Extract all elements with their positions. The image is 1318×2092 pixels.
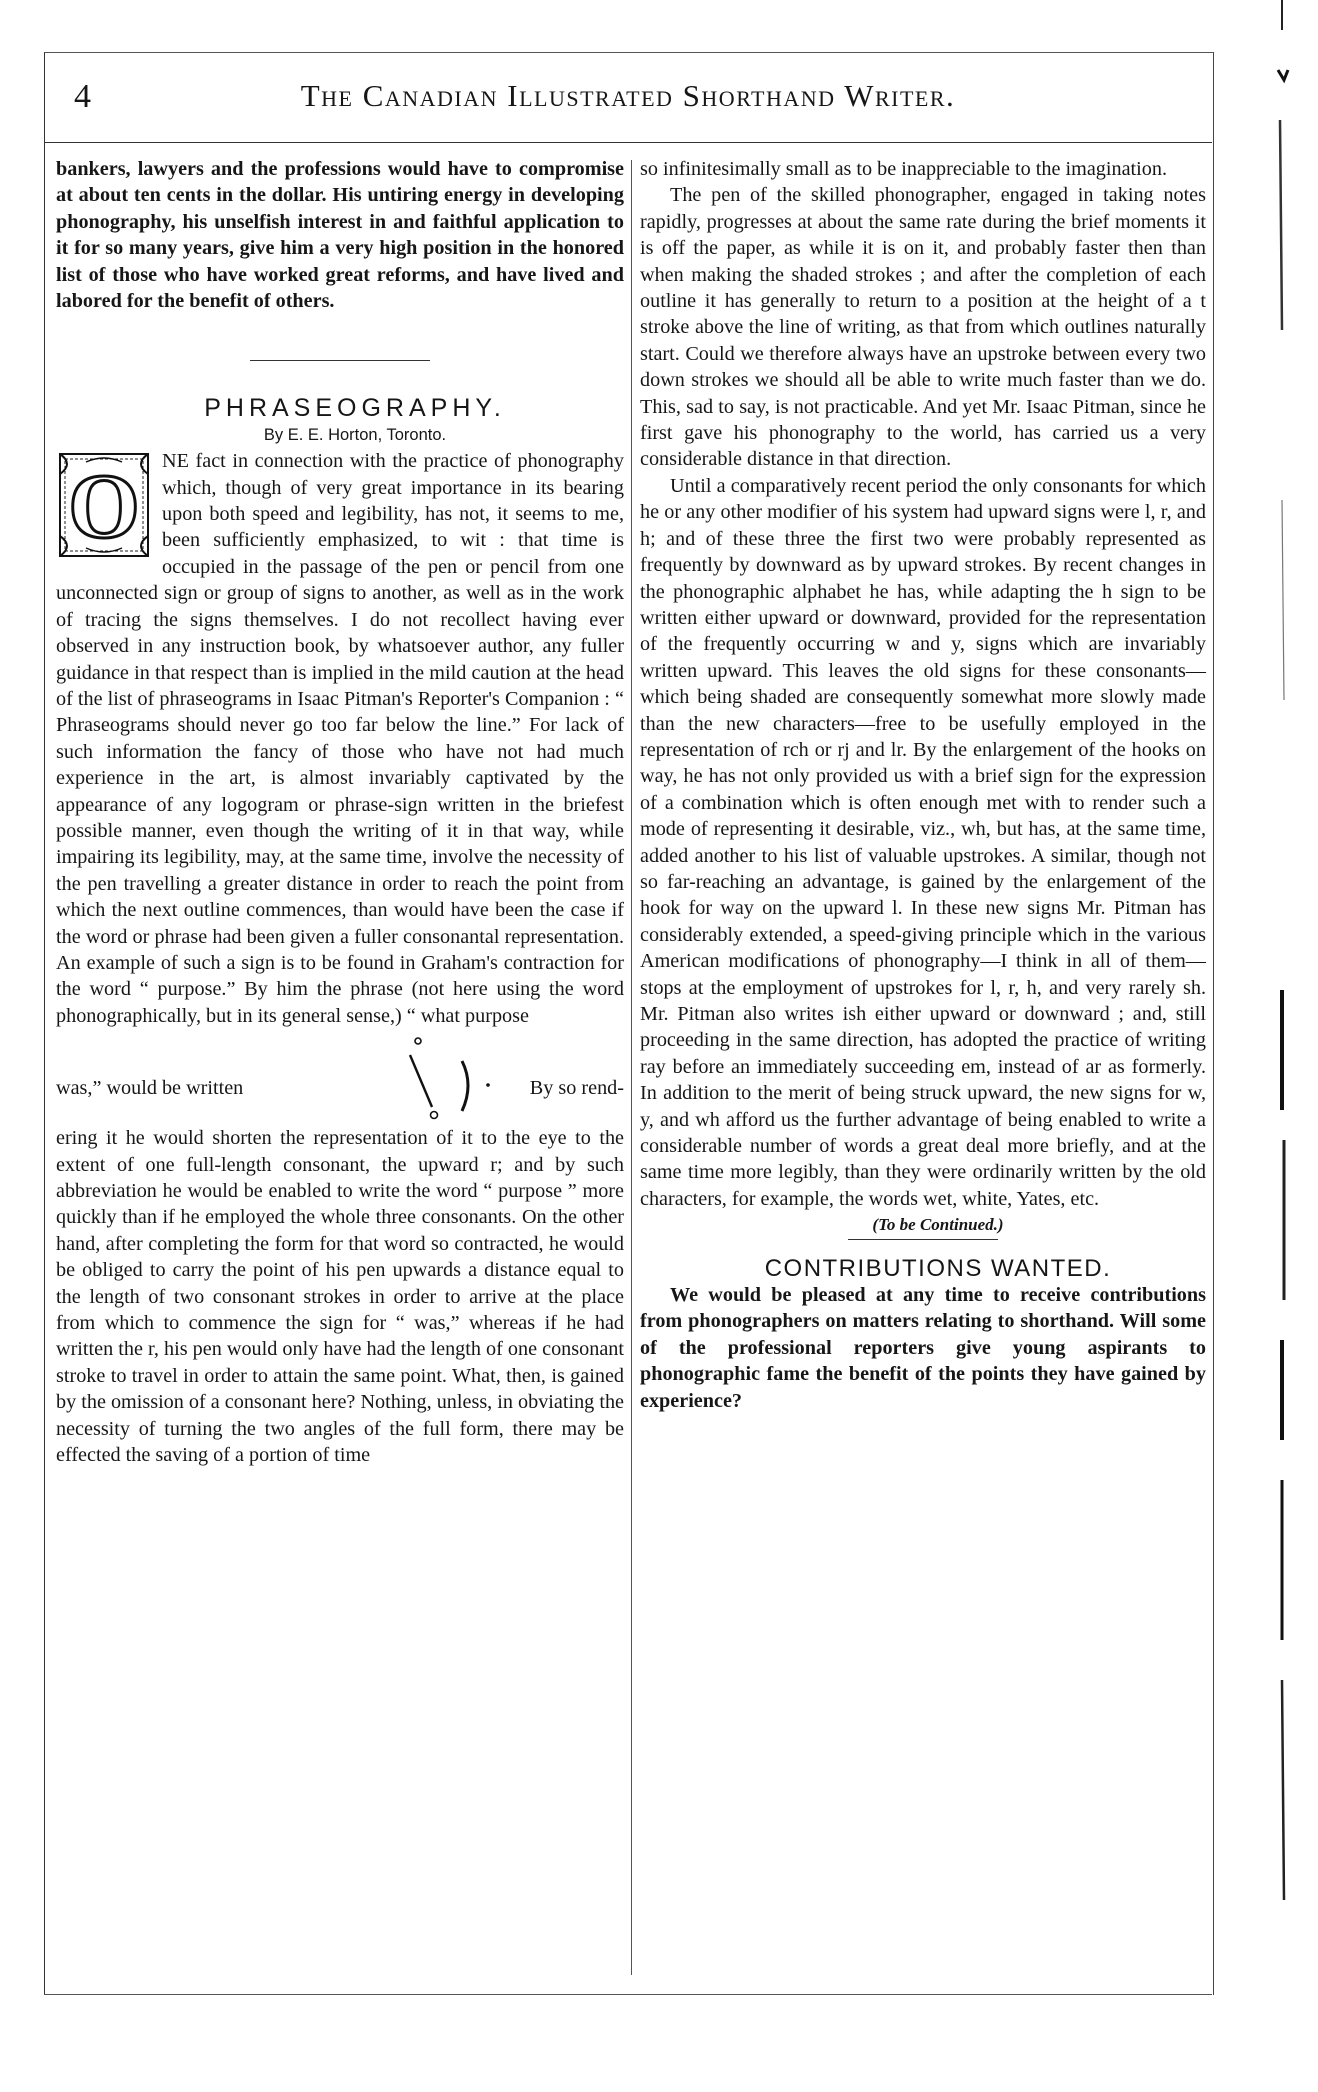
drop-cap-ornament xyxy=(56,450,152,560)
section-rule xyxy=(848,1239,998,1240)
article-paragraph: The pen of the skilled phonographer, engaged in taking notes rapidly, progresses at about the same rate during the brief moments it is off the paper, as while it is on it, and probably faster then than when making the shaded strokes ; and after the completion of each outline it has generally to return to a position at the height of a t stroke above the line of writing, as that from which outlines naturally start. Could we therefore always have an upstroke between every two down strokes we should all be able to write much faster than we do. This, sad to say, is not practicable. And yet Mr. Isaac Pitman, since he first gave his phonography to the world, has carried us a very considerable distance in that direction. xyxy=(640,184,1206,471)
article-paragraph: Until a comparatively recent period the only consonants for which he or any other modifier of his system had upward signs were l, r, and h; and of these three the first two were probably represented as frequently by downward as by upward strokes. By recent changes in the phonographic alphabet he has, while adapting the h sign to be written either upward or downward, provided for the representation of the frequently occurring w and y, signs which are invariably written upward. This leaves the old signs for these consonants—which being shaded are consequently somewhat more slowly made than the new characters—free to be usefully employed in the representation of rch or rj and lr. By the enlargement of the hooks on way, he has not only provided us with a brief sign for the expression of a combination which is often enough met with to render such a mode of representing it desirable, viz., wh, but has, at the same time, added another to his list of valuable upstrokes. A similar, though not so far-reaching an advantage, is gained by the enlargement of the hook for way on the upward l. In these new signs Mr. Pitman has considerably extended, a speed-giving principle which in the various American modifications of phonography—I think in all of them—stops at the employment of upstrokes for l, r, h, and very rarely sh. Mr. Pitman also writes ish either upward or downward ; and, still proceeding in the same direction, has adopted the practice of writing ray before an immediately succeeding em, instead of ar as formerly. In addition to the merit of being struck upward, the new signs for w, y, and wh afford us the further advantage of being enabled to write a considerable number of words a great deal more briefly, and at the same time more legibly, than they were ordinarily written by the old characters, for example, the words wet, white, Yates, etc. xyxy=(640,474,1206,1210)
shorthand-outline-figure xyxy=(396,1033,506,1121)
header-rule xyxy=(44,142,1212,143)
running-title: The Canadian Illustrated Shorthand Writer. xyxy=(300,78,956,113)
section-title: PHRASEOGRAPHY. xyxy=(204,394,506,423)
continued-note: (To be Continued.) xyxy=(872,1215,1004,1235)
left-column xyxy=(56,156,624,1468)
page-edge-marks xyxy=(1268,0,1318,2092)
contributions-title: CONTRIBUTIONS WANTED. xyxy=(764,1254,1112,1282)
bottom-rule xyxy=(44,1994,1212,1995)
section-rule xyxy=(250,360,430,361)
right-column xyxy=(640,156,1206,1414)
page-header xyxy=(44,76,1212,132)
byline: By E. E. Horton, Toronto. xyxy=(263,425,447,444)
contributions-body: We would be pleased at any time to receive contributions from phonographers on matters relating to shorthand. Will some of the professional reporters give young aspirants to phonographic fame the benefit of the points they have gained by experience? xyxy=(640,1284,1206,1412)
figure-lead-text: was,” would be written xyxy=(56,1077,244,1100)
article-opening xyxy=(56,448,624,1029)
figure-trail-text: By so rend- xyxy=(529,1077,624,1100)
article-paragraph: ering it he would shorten the representation of it to the eye to the extent of one full-length consonant, the upward r; and by such abbreviation he would be enabled to write the word “ purpose ” more quickly than if he employed the whole three consonants. On the other hand, after completing the form for that word so contracted, he would be obliged to carry the point of his pen upwards a distance equal to the length of two consonant strokes in order to arrive at the place from which to commence the sign for “ was,” whereas if he had written the r, his pen would only have had the length of one consonant stroke to travel in order to attain the same point. What, then, is gained by the omission of a consonant here? Nothing, unless, in obviating the necessity of turning the two angles of the full form, there may be effected the saving of a portion of time xyxy=(56,1127,624,1467)
page-number: 4 xyxy=(74,78,91,115)
article-paragraph: so infinitesimally small as to be inappreciable to the imagination. xyxy=(640,158,1167,180)
column-divider xyxy=(631,160,632,1975)
intro-paragraph: bankers, lawyers and the professions would have to compromise at about ten cents in the dollar. His untiring energy in developing phonography, his unselfish interest in and faithful application to it for so many years, give him a very high position in the honored list of those who have worked great reforms, and have lived and labored for the benefit of others. xyxy=(56,158,624,313)
shorthand-example-line xyxy=(56,1033,624,1121)
drop-cap-letter: O xyxy=(68,455,140,558)
article-paragraph: NE fact in connection with the practice of phonography which, though of very great importance in its bearing upon both speed and legibility, has not, it seems to me, been sufficiently emphasized, to wit : that time is occupied in the passage of the pen or pencil from one unconnected sign or group of signs to another, as well as in the work of tracing the signs themselves. I do not recollect having ever observed in any instruction book, by whatsoever author, any fuller guidance in that respect than is implied in the mild caution at the head of the list of phraseograms in Isaac Pitman's Reporter's Companion : “ Phraseograms should never go too far below the line.” For lack of such information the fancy of those who have not had much experience in the art, is almost invariably captivated by the appearance of any logogram or phrase-sign written in the briefest possible manner, even though the writing of it in that way, while impairing its legibility, may, at the same time, involve the necessity of the pen travelling a greater distance in order to reach the point from which the next outline commences, than would have been the case if the word or phrase had been given a fuller consonantal representation. An example of such a sign is to be found in Graham's contraction for the word “ purpose.” By him the phrase (not here using the word phonographically, but in its general sense,) “ what purpose xyxy=(56,450,624,1027)
